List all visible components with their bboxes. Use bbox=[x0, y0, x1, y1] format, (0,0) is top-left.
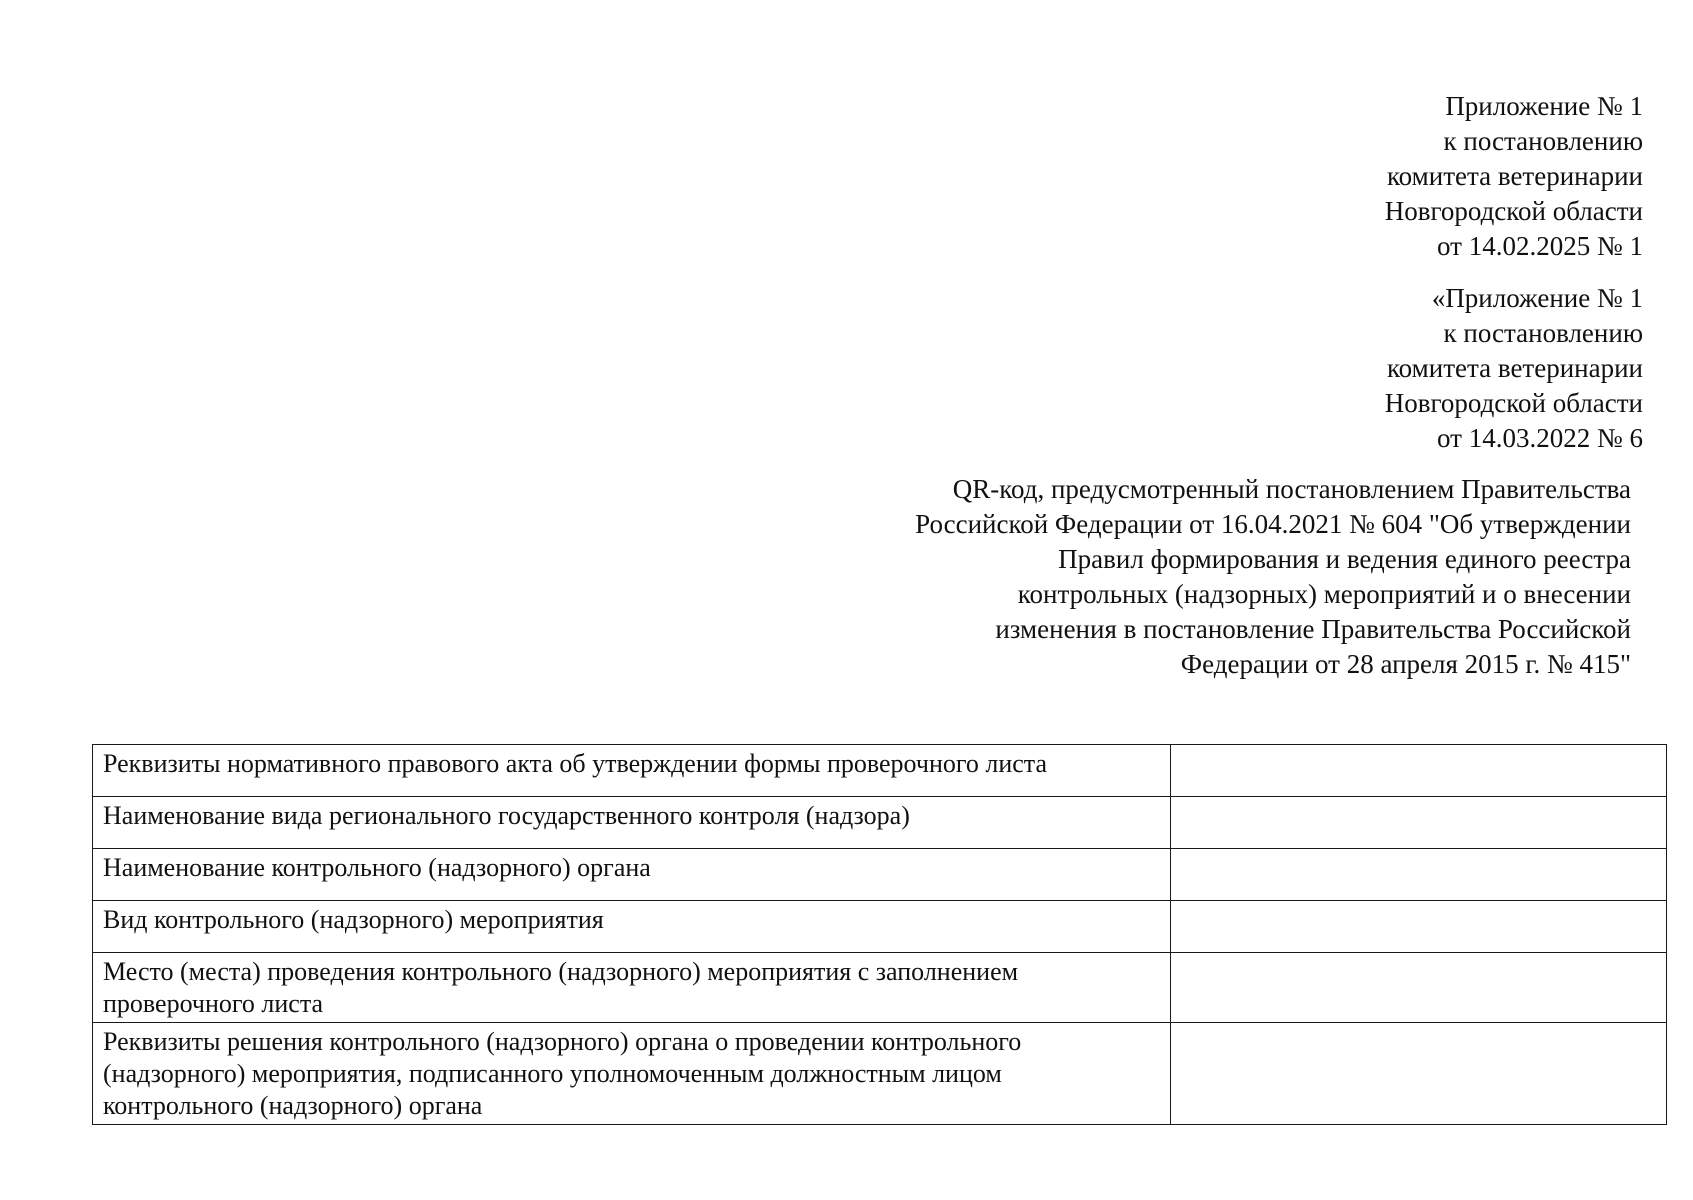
table-row bbox=[93, 901, 1667, 953]
table-row bbox=[93, 953, 1667, 1023]
appendix-line: от 14.02.2025 № 1 bbox=[1437, 231, 1643, 261]
row-label-cell bbox=[93, 1023, 1171, 1125]
table-row bbox=[93, 849, 1667, 901]
appendix-line: комитета ветеринарии bbox=[1386, 161, 1643, 191]
row-label: Реквизиты решения контрольного (надзорного) органа о проведении контрольного bbox=[103, 1027, 1022, 1056]
quoted-appendix-line: Новгородской области bbox=[1384, 388, 1643, 418]
appendix-line: Новгородской области bbox=[1384, 196, 1643, 226]
row-value-cell bbox=[1171, 953, 1667, 1023]
quoted-appendix-line: от 14.03.2022 № 6 bbox=[1437, 423, 1643, 453]
qr-note-line: Правил формирования и ведения единого реестра bbox=[1058, 544, 1631, 574]
row-value-cell bbox=[1171, 849, 1667, 901]
qr-note-line: изменения в постановление Правительства Российской bbox=[995, 614, 1631, 644]
row-label: Реквизиты нормативного правового акта об утверждении формы проверочного листа bbox=[103, 749, 1048, 778]
row-value-cell bbox=[1171, 901, 1667, 953]
row-label: (надзорного) мероприятия, подписанного уполномоченным должностным лицом bbox=[103, 1059, 1002, 1088]
qr-note-line: Федерации от 28 апреля 2015 г. № 415" bbox=[1180, 649, 1631, 679]
table-row bbox=[93, 745, 1667, 797]
qr-note-line: Российской Федерации от 16.04.2021 № 604 "Об утверждении bbox=[915, 509, 1631, 539]
quoted-appendix-heading bbox=[1385, 281, 1643, 456]
table-row bbox=[93, 1023, 1667, 1125]
appendix-line: Приложение № 1 bbox=[1445, 91, 1643, 121]
qr-code-note bbox=[915, 472, 1631, 682]
row-label: Наименование вида регионального государственного контроля (надзора) bbox=[103, 801, 910, 830]
quoted-appendix-line: комитета ветеринарии bbox=[1386, 353, 1643, 383]
qr-note-line: контрольных (надзорных) мероприятий и о внесении bbox=[1017, 579, 1631, 609]
table-row bbox=[93, 797, 1667, 849]
quoted-appendix-line: «Приложение № 1 bbox=[1431, 283, 1643, 313]
row-label-cell bbox=[93, 901, 1171, 953]
row-label-cell bbox=[93, 745, 1171, 797]
row-label: Место (места) проведения контрольного (надзорного) мероприятия с заполнением bbox=[103, 957, 1019, 986]
row-label-cell bbox=[93, 953, 1171, 1023]
row-label: Вид контрольного (надзорного) мероприятия bbox=[103, 905, 604, 934]
row-label: контрольного (надзорного) органа bbox=[103, 1091, 483, 1120]
row-label: проверочного листа bbox=[103, 989, 324, 1018]
row-label: Наименование контрольного (надзорного) органа bbox=[103, 853, 651, 882]
checklist-details-table bbox=[92, 744, 1667, 1125]
quoted-appendix-line: к постановлению bbox=[1443, 318, 1643, 348]
row-label-cell bbox=[93, 849, 1171, 901]
row-value-cell bbox=[1171, 1023, 1667, 1125]
row-value-cell bbox=[1171, 745, 1667, 797]
appendix-heading bbox=[1385, 89, 1643, 264]
appendix-line: к постановлению bbox=[1443, 126, 1643, 156]
row-value-cell bbox=[1171, 797, 1667, 849]
row-label-cell bbox=[93, 797, 1171, 849]
qr-note-line: QR-код, предусмотренный постановлением Правительства bbox=[952, 474, 1631, 504]
